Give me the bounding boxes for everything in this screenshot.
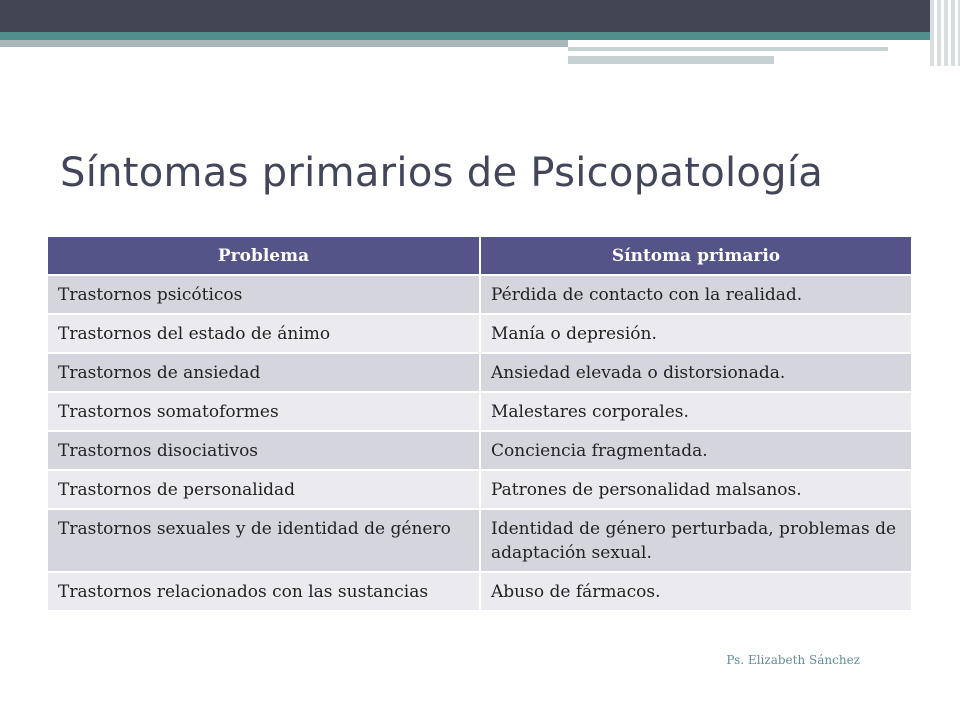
table-row	[48, 314, 912, 353]
footer-author: Ps. Elizabeth Sánchez	[726, 653, 860, 667]
table-row	[48, 572, 912, 611]
cell-symptom: Malestares corporales.	[480, 392, 912, 431]
cell-problem: Trastornos psicóticos	[48, 275, 480, 314]
cell-problem: Trastornos del estado de ánimo	[48, 314, 480, 353]
header-band-light	[568, 56, 774, 64]
symptoms-table	[48, 237, 913, 612]
table-row	[48, 275, 912, 314]
cell-symptom: Patrones de personalidad malsanos.	[480, 470, 912, 509]
header-line-light	[568, 47, 888, 51]
cell-problem: Trastornos somatoformes	[48, 392, 480, 431]
table-row	[48, 431, 912, 470]
cell-symptom: Ansiedad elevada o distorsionada.	[480, 353, 912, 392]
column-header-symptom: Síntoma primario	[480, 237, 912, 275]
cell-symptom: Identidad de género perturbada, problemas de adaptación sexual.	[480, 509, 912, 572]
header-band-dark	[0, 0, 930, 32]
cell-problem: Trastornos relacionados con las sustancias	[48, 572, 480, 611]
header-band-gray	[0, 40, 568, 47]
cell-problem: Trastornos de ansiedad	[48, 353, 480, 392]
table-header-row	[48, 237, 912, 275]
table-row	[48, 470, 912, 509]
header-band-teal	[0, 32, 930, 40]
cell-symptom: Conciencia fragmentada.	[480, 431, 912, 470]
cell-symptom: Manía o depresión.	[480, 314, 912, 353]
table-row	[48, 353, 912, 392]
cell-symptom: Abuso de fármacos.	[480, 572, 912, 611]
header-corner-stripes	[930, 0, 960, 66]
cell-problem: Trastornos de personalidad	[48, 470, 480, 509]
table-row	[48, 392, 912, 431]
cell-symptom: Pérdida de contacto con la realidad.	[480, 275, 912, 314]
slide-title: Síntomas primarios de Psicopatología	[60, 150, 824, 196]
cell-problem: Trastornos sexuales y de identidad de género	[48, 509, 480, 572]
column-header-problem: Problema	[48, 237, 480, 275]
cell-problem: Trastornos disociativos	[48, 431, 480, 470]
table-row	[48, 509, 912, 572]
